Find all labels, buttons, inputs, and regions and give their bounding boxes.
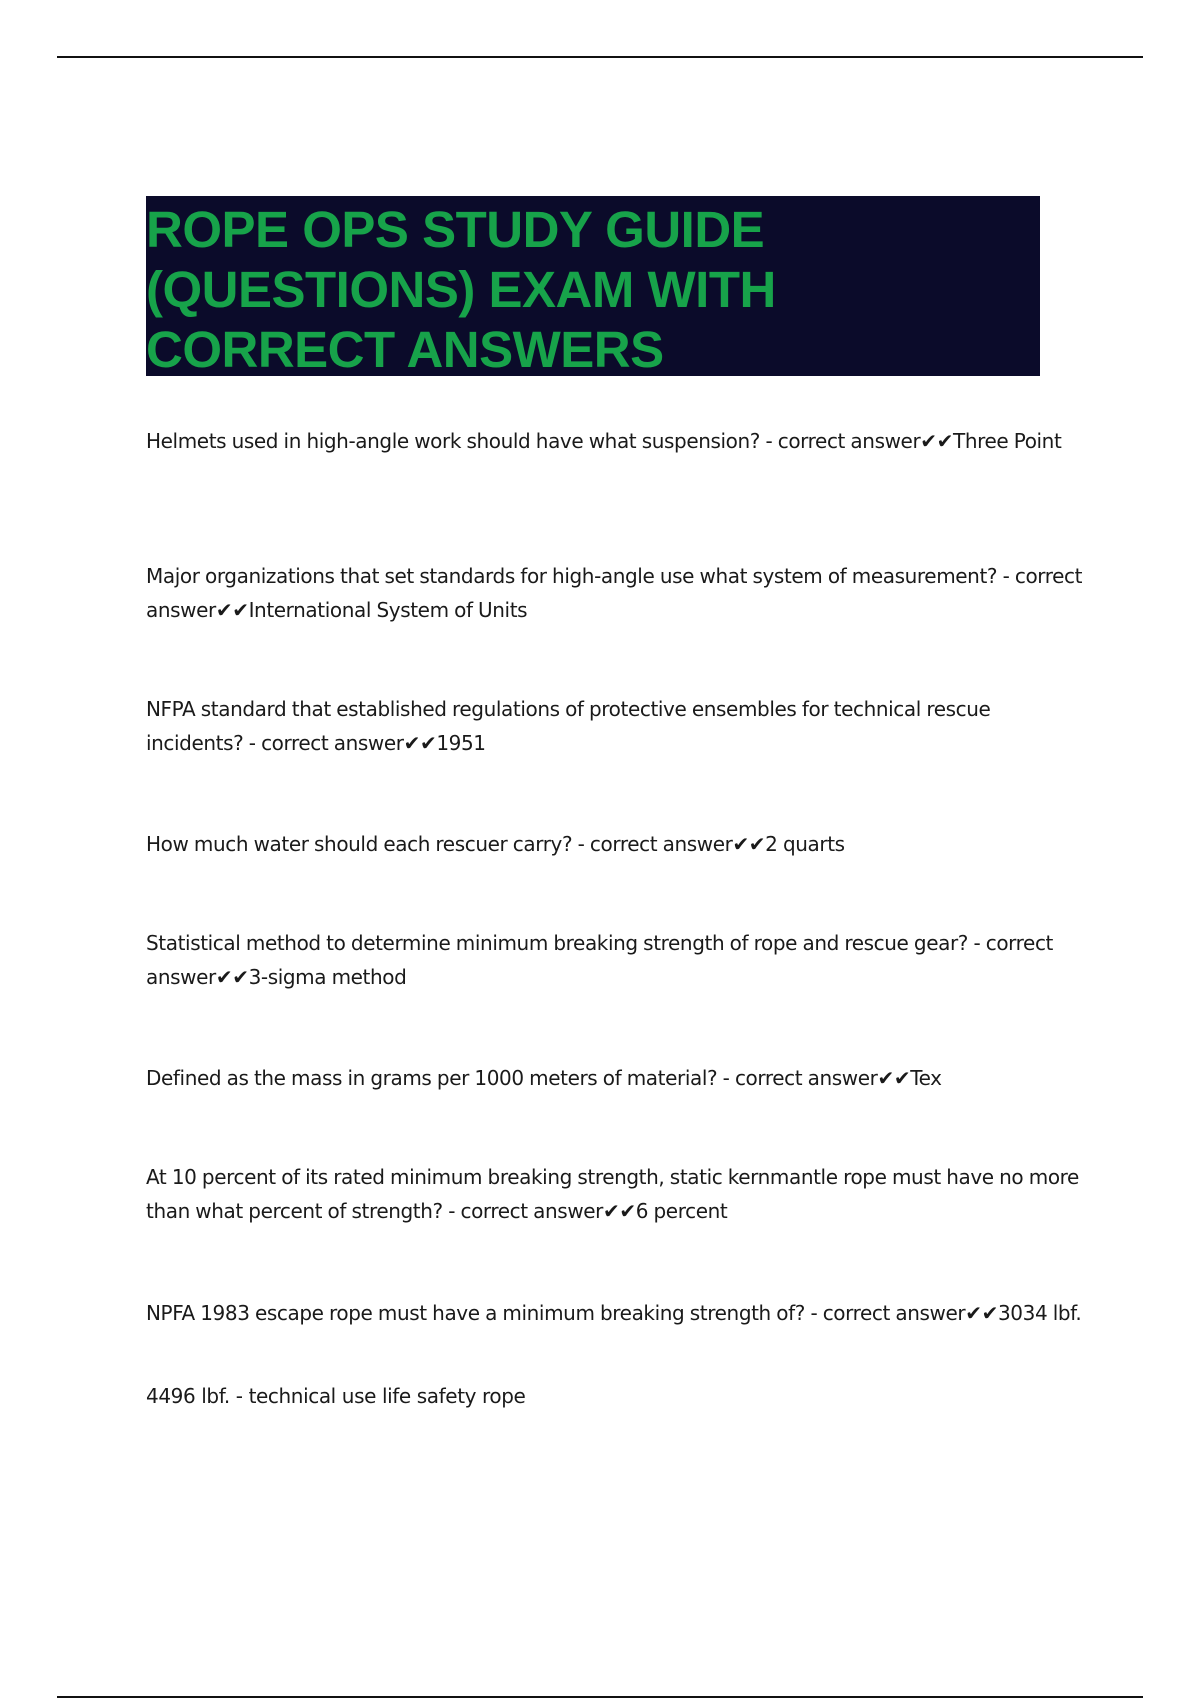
- answer-text: 2 quarts: [765, 832, 845, 856]
- answer-marker: - correct answer✔✔: [146, 564, 1083, 622]
- answer-text: 6 percent: [635, 1199, 728, 1223]
- question-text: Statistical method to determine minimum breaking strength of rope and rescue gear?: [146, 931, 969, 955]
- title-line-2: (QUESTIONS) EXAM WITH: [146, 261, 776, 318]
- qa-item-4: [146, 827, 1086, 861]
- qa-item-6: [146, 1061, 1086, 1095]
- header-rule: [57, 56, 1143, 58]
- answer-marker: - correct answer✔✔: [760, 429, 953, 453]
- question-text: Defined as the mass in grams per 1000 meters of material?: [146, 1066, 718, 1090]
- answer-marker: - correct answer✔✔: [442, 1199, 636, 1223]
- question-text: NPFA 1983 escape rope must have a minimum breaking strength of?: [146, 1301, 805, 1325]
- answer-text: Three Point: [953, 429, 1062, 453]
- answer-text: 3034 lbf.: [997, 1301, 1082, 1325]
- qa-item-1: [146, 424, 1086, 458]
- question-text: Helmets used in high-angle work should have what suspension?: [146, 429, 761, 453]
- qa-item-2: [146, 559, 1086, 627]
- qa-item-7: [146, 1160, 1086, 1228]
- question-text: NFPA standard that established regulations of protective ensembles for technical rescue incidents?: [146, 697, 991, 755]
- title-line-1: ROPE OPS STUDY GUIDE: [146, 201, 765, 258]
- question-text: Major organizations that set standards for high-angle use what system of measurement?: [146, 564, 998, 588]
- question-text: How much water should each rescuer carry?: [146, 832, 573, 856]
- qa-item-8: [146, 1296, 1086, 1330]
- footer-rule: [57, 1696, 1143, 1698]
- answer-marker: - correct answer✔✔: [146, 931, 1053, 989]
- answer-text: 1951: [436, 731, 486, 755]
- qa-item-5: [146, 926, 1086, 994]
- document-title: [146, 196, 1040, 376]
- answer-marker: - correct answer✔✔: [717, 1066, 911, 1090]
- question-text: At 10 percent of its rated minimum breaking strength, static kernmantle rope must have no more than what percent of strength?: [146, 1165, 1079, 1223]
- answer-marker: - correct answer✔✔: [243, 731, 437, 755]
- answer-text: 3-sigma method: [248, 965, 407, 989]
- answer-text: International System of Units: [248, 598, 528, 622]
- answer-marker: - correct answer✔✔: [804, 1301, 998, 1325]
- answer-marker: - correct answer✔✔: [572, 832, 766, 856]
- answer-note: 4496 lbf. - technical use life safety rope: [146, 1384, 526, 1408]
- answer-text: Tex: [910, 1066, 942, 1090]
- qa-item-3: [146, 692, 1086, 760]
- title-line-3: CORRECT ANSWERS: [146, 321, 664, 378]
